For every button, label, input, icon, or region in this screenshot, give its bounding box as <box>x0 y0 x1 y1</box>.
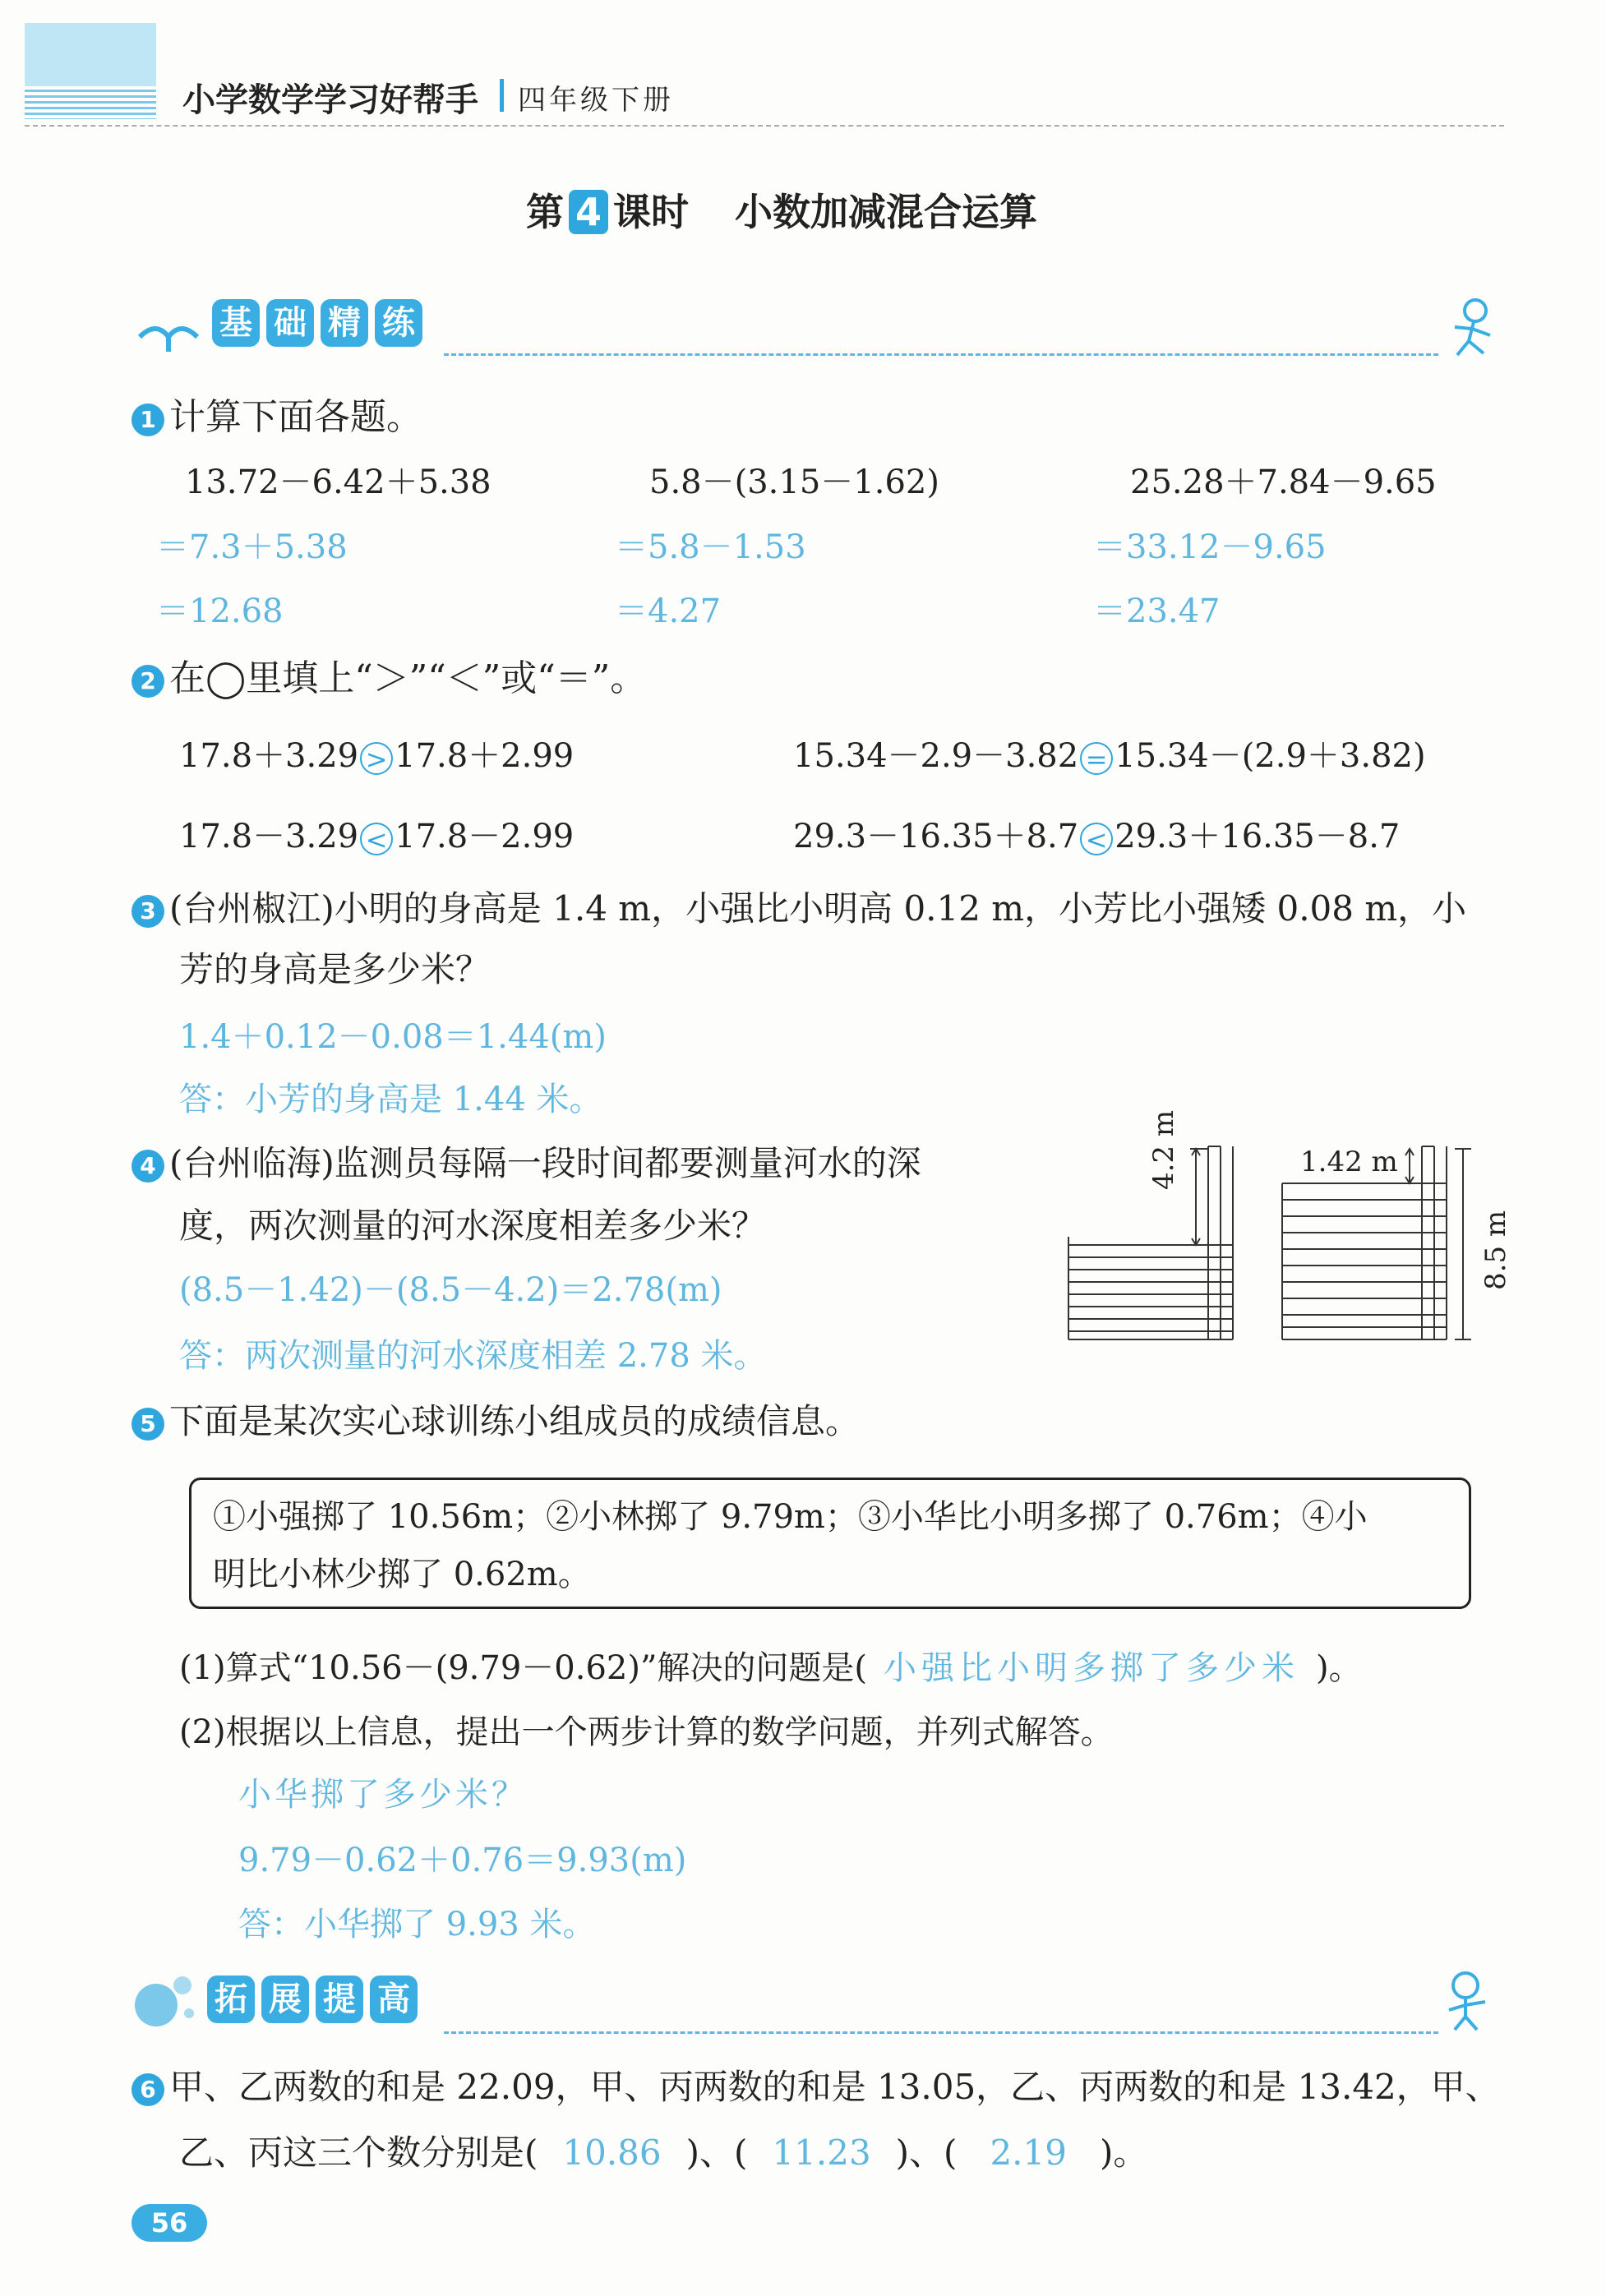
question-prompt: 在◯里填上“＞”“＜”或“＝”。 <box>169 657 647 699</box>
section-char: 展 <box>261 1976 309 2023</box>
q2-right: 17.8＋2.99 <box>395 737 575 775</box>
sub1-text: (1)算式“10.56－(9.79－0.62)”解决的问题是( <box>179 1649 868 1687</box>
question-1 <box>132 393 422 442</box>
q3-answer-2: 答：小芳的身高是 1.44 米。 <box>179 1081 602 1118</box>
page-number: 56 <box>132 2204 207 2242</box>
book-title: 小学数学学习好帮手 <box>182 81 478 119</box>
label-8.5m: 8.5 m <box>1479 1210 1512 1290</box>
sprout-icon <box>132 304 205 353</box>
q4-line-2: 度，两次测量的河水深度相差多少米？ <box>179 1206 767 1246</box>
section-char: 础 <box>266 299 314 347</box>
header-divider <box>500 79 504 112</box>
header-dashed-line <box>25 125 1504 127</box>
q1-step-2-2: ＝4.27 <box>615 592 722 630</box>
question-number: 1 <box>132 403 164 436</box>
q5-sub-1 <box>179 1644 1362 1693</box>
q1-expr-1: 13.72－6.42＋5.38 <box>185 463 491 501</box>
question-text: (台州椒江)小明的身高是 1.4 m，小强比小明高 0.12 m，小芳比小强矮 0.08 m，小 <box>169 888 1467 929</box>
section-char: 高 <box>370 1976 418 2023</box>
compare-circle[interactable]: < <box>360 823 393 855</box>
question-number: 6 <box>132 2073 164 2106</box>
info-line-2: 明比小林少掷了 0.62m。 <box>213 1556 591 1593</box>
question-number: 3 <box>132 895 164 928</box>
q3-answer-1: 1.4＋0.12－0.08＝1.44(m) <box>179 1018 607 1056</box>
question-prompt: 下面是某次实心球训练小组成员的成绩信息。 <box>169 1401 861 1441</box>
compare-circle[interactable]: > <box>360 742 393 775</box>
q5-sub2-answer-3: 答：小华掷了 9.93 米。 <box>238 1906 596 1943</box>
info-line-1: ①小强掷了 10.56m；②小林掷了 9.79m；③小华比小明多掷了 0.76m；④小 <box>213 1498 1368 1536</box>
question-prompt: 计算下面各题。 <box>169 396 422 438</box>
q1-step-3-1: ＝33.12－9.65 <box>1093 528 1327 566</box>
question-number: 4 <box>132 1150 164 1183</box>
section-extension-title <box>207 1976 418 2023</box>
q3-line-2: 芳的身高是多少米？ <box>179 949 491 989</box>
q4-answer-1: (8.5－1.42)－(8.5－4.2)＝2.78(m) <box>179 1271 722 1309</box>
q6-end: )。 <box>1099 2132 1148 2173</box>
q1-expr-2: 5.8－(3.15－1.62) <box>649 463 939 501</box>
question-5 <box>132 1397 860 1446</box>
lesson-title <box>526 182 1037 237</box>
sub1-end: )。 <box>1316 1649 1362 1687</box>
question-4 <box>132 1139 921 1188</box>
running-kid-icon <box>1442 296 1500 362</box>
sub1-answer: 小强比小明多掷了多少米 <box>884 1649 1300 1687</box>
question-text: 甲、乙两数的和是 22.09，甲、丙两数的和是 13.05，乙、丙两数的和是 13.42，甲、 <box>169 2067 1500 2107</box>
kid-icon <box>1434 1969 1500 2035</box>
q6-sep: )、( <box>685 2132 748 2173</box>
q6-answer-3: 2.19 <box>990 2132 1067 2173</box>
q2-row-2 <box>793 731 1426 781</box>
q1-step-1-1: ＝7.3＋5.38 <box>156 528 348 566</box>
label-4.2m: 4.2 m <box>1147 1109 1180 1190</box>
q5-sub-2: (2)根据以上信息，提出一个两步计算的数学问题，并列式解答。 <box>179 1713 1114 1751</box>
header-stripes <box>25 86 156 119</box>
question-3 <box>132 884 1466 934</box>
section-char: 基 <box>212 299 260 347</box>
grade-label: 四年级下册 <box>518 84 674 117</box>
q2-row-4 <box>793 812 1400 861</box>
q6-sep: )、( <box>895 2132 958 2173</box>
question-2 <box>132 654 646 703</box>
q1-expr-3: 25.28＋7.84－9.65 <box>1130 463 1437 501</box>
q2-left: 17.8－3.29 <box>179 818 359 855</box>
lesson-number-badge: 4 <box>569 190 608 234</box>
question-number: 2 <box>132 665 164 698</box>
question-text: (台州临海)监测员每隔一段时间都要测量河水的深 <box>169 1143 921 1183</box>
label-1.42m: 1.42 m <box>1300 1146 1398 1178</box>
q5-sub2-answer-1: 小华掷了多少米？ <box>238 1776 528 1814</box>
q1-step-3-2: ＝23.47 <box>1093 592 1221 630</box>
q5-sub2-answer-2: 9.79－0.62＋0.76＝9.93(m) <box>238 1842 687 1879</box>
q6-text: 乙、丙这三个数分别是( <box>179 2132 538 2173</box>
question-6 <box>132 2063 1500 2112</box>
compare-circle[interactable]: = <box>1080 742 1113 775</box>
q6-answer-1: 10.86 <box>562 2132 662 2173</box>
question-number: 5 <box>132 1408 164 1441</box>
lesson-suffix: 课时 <box>613 190 689 234</box>
q2-right: 15.34－(2.9＋3.82) <box>1115 737 1426 775</box>
section-char: 拓 <box>207 1976 255 2023</box>
q2-left: 17.8＋3.29 <box>179 737 359 775</box>
river-depth-figure <box>1060 1142 1496 1348</box>
q6-line-2 <box>179 2128 1147 2178</box>
section-char: 精 <box>321 299 368 347</box>
q2-left: 29.3－16.35＋8.7 <box>793 818 1079 855</box>
lesson-topic: 小数加减混合运算 <box>735 190 1037 234</box>
q2-row-3 <box>179 812 574 861</box>
q2-left: 15.34－2.9－3.82 <box>793 737 1079 775</box>
section1-dashed-line <box>444 353 1438 356</box>
section-char: 练 <box>375 299 422 347</box>
bubbles-icon <box>132 1972 205 2030</box>
section-basic-practice-title <box>212 299 422 347</box>
q4-answer-2: 答：两次测量的河水深度相差 2.78 米。 <box>179 1337 767 1375</box>
q1-step-1-2: ＝12.68 <box>156 592 284 630</box>
q1-step-2-1: ＝5.8－1.53 <box>615 528 806 566</box>
section2-dashed-line <box>444 2031 1438 2034</box>
lesson-prefix: 第 <box>526 190 564 234</box>
q2-right: 29.3＋16.35－8.7 <box>1115 818 1401 855</box>
info-box <box>189 1478 1471 1609</box>
q2-right: 17.8－2.99 <box>395 818 575 855</box>
q2-row-1 <box>179 731 574 781</box>
compare-circle[interactable]: < <box>1080 823 1113 855</box>
q6-answer-2: 11.23 <box>772 2132 871 2173</box>
section-char: 提 <box>316 1976 363 2023</box>
